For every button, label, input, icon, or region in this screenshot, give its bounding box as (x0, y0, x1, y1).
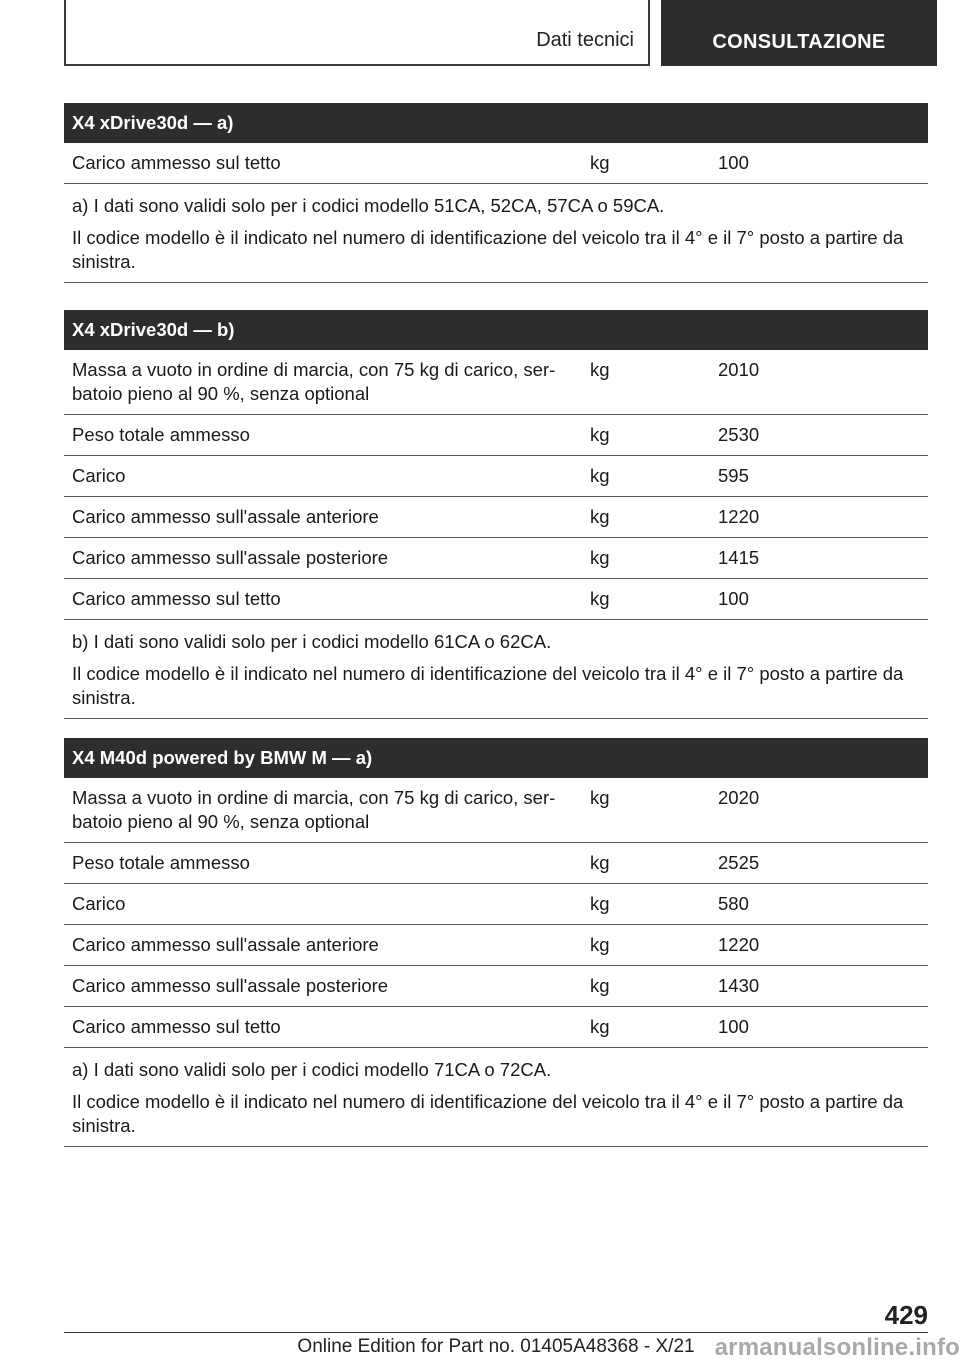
row-value: 100 (718, 588, 749, 609)
header-section-box (64, 0, 650, 66)
row-value: 1220 (718, 506, 760, 527)
row-unit: kg (590, 893, 610, 914)
note-model-code: Il codice modello è il indicato nel numero di identificazione del veicolo tra il 4° e il 7° posto a partire da sinistra. (72, 227, 904, 272)
table-title: X4 xDrive30d — a) (64, 103, 928, 143)
table-row (64, 843, 928, 884)
table-row (64, 350, 928, 415)
row-unit: kg (590, 852, 610, 873)
row-value: 1430 (718, 975, 760, 996)
row-value: 2530 (718, 424, 760, 445)
note-model-code: Il codice modello è il indicato nel numero di identificazione del veicolo tra il 4° e il 7° posto a partire da sinistra. (72, 663, 904, 708)
row-label: Massa a vuoto in ordine di marcia, con 75 kg di carico, serbatoio pieno al 90 %, senza optional (72, 787, 556, 832)
table-row (64, 1007, 928, 1048)
table-row (64, 143, 928, 184)
row-label: Carico ammesso sul tetto (72, 152, 281, 173)
row-value: 595 (718, 465, 749, 486)
chapter-tab (661, 0, 937, 66)
table-row (64, 497, 928, 538)
row-value: 1415 (718, 547, 760, 568)
row-value: 2010 (718, 359, 760, 380)
row-value: 2525 (718, 852, 760, 873)
table-row (64, 966, 928, 1007)
table-row (64, 884, 928, 925)
row-unit: kg (590, 152, 610, 173)
row-label: Massa a vuoto in ordine di marcia, con 75 kg di carico, serbatoio pieno al 90 %, senza optional (72, 359, 556, 404)
row-unit: kg (590, 588, 610, 609)
spec-table-x4-m40d-a (64, 738, 928, 1147)
row-label: Carico ammesso sull'assale anteriore (72, 506, 379, 527)
table-note (64, 1048, 928, 1147)
row-label: Carico ammesso sull'assale anteriore (72, 934, 379, 955)
chapter-title: CONSULTAZIONE (712, 31, 886, 53)
row-value: 2020 (718, 787, 760, 808)
row-unit: kg (590, 465, 610, 486)
table-row (64, 538, 928, 579)
footer-divider (64, 1332, 928, 1333)
table-note (64, 620, 928, 719)
row-unit: kg (590, 547, 610, 568)
row-unit: kg (590, 359, 610, 380)
spec-table-x4-xdrive30d-b (64, 310, 928, 719)
row-unit: kg (590, 975, 610, 996)
note-model-code: Il codice modello è il indicato nel numero di identificazione del veicolo tra il 4° e il 7° posto a partire da sinistra. (72, 1091, 904, 1136)
table-title: X4 xDrive30d — b) (64, 310, 928, 350)
table-row (64, 579, 928, 620)
row-unit: kg (590, 506, 610, 527)
row-unit: kg (590, 424, 610, 445)
row-label: Peso totale ammesso (72, 852, 250, 873)
row-unit: kg (590, 787, 610, 808)
watermark: armanualsonline.info (714, 1334, 960, 1361)
row-label: Carico ammesso sul tetto (72, 588, 281, 609)
row-value: 580 (718, 893, 749, 914)
row-unit: kg (590, 1016, 610, 1037)
row-label: Carico (72, 893, 126, 914)
row-value: 100 (718, 152, 749, 173)
row-label: Peso totale ammesso (72, 424, 250, 445)
row-label: Carico ammesso sull'assale posteriore (72, 975, 389, 996)
table-row (64, 415, 928, 456)
edition-text: Online Edition for Part no. 01405A48368 - X/21 (297, 1336, 695, 1357)
table-note (64, 184, 928, 283)
table-title: X4 M40d powered by BMW M — a) (64, 738, 928, 778)
table-row (64, 456, 928, 497)
note-footnote: a) I dati sono validi solo per i codici modello 51CA, 52CA, 57CA o 59CA. (72, 195, 665, 216)
row-value: 1220 (718, 934, 760, 955)
note-footnote: b) I dati sono validi solo per i codici modello 61CA o 62CA. (72, 631, 552, 652)
table-row (64, 925, 928, 966)
row-unit: kg (590, 934, 610, 955)
note-footnote: a) I dati sono validi solo per i codici modello 71CA o 72CA. (72, 1059, 552, 1080)
row-label: Carico (72, 465, 126, 486)
page-number: 429 (884, 1300, 928, 1330)
row-value: 100 (718, 1016, 749, 1037)
table-row (64, 778, 928, 843)
row-label: Carico ammesso sul tetto (72, 1016, 281, 1037)
row-label: Carico ammesso sull'assale posteriore (72, 547, 389, 568)
section-title: Dati tecnici (536, 29, 634, 51)
spec-table-x4-xdrive30d-a (64, 103, 928, 283)
